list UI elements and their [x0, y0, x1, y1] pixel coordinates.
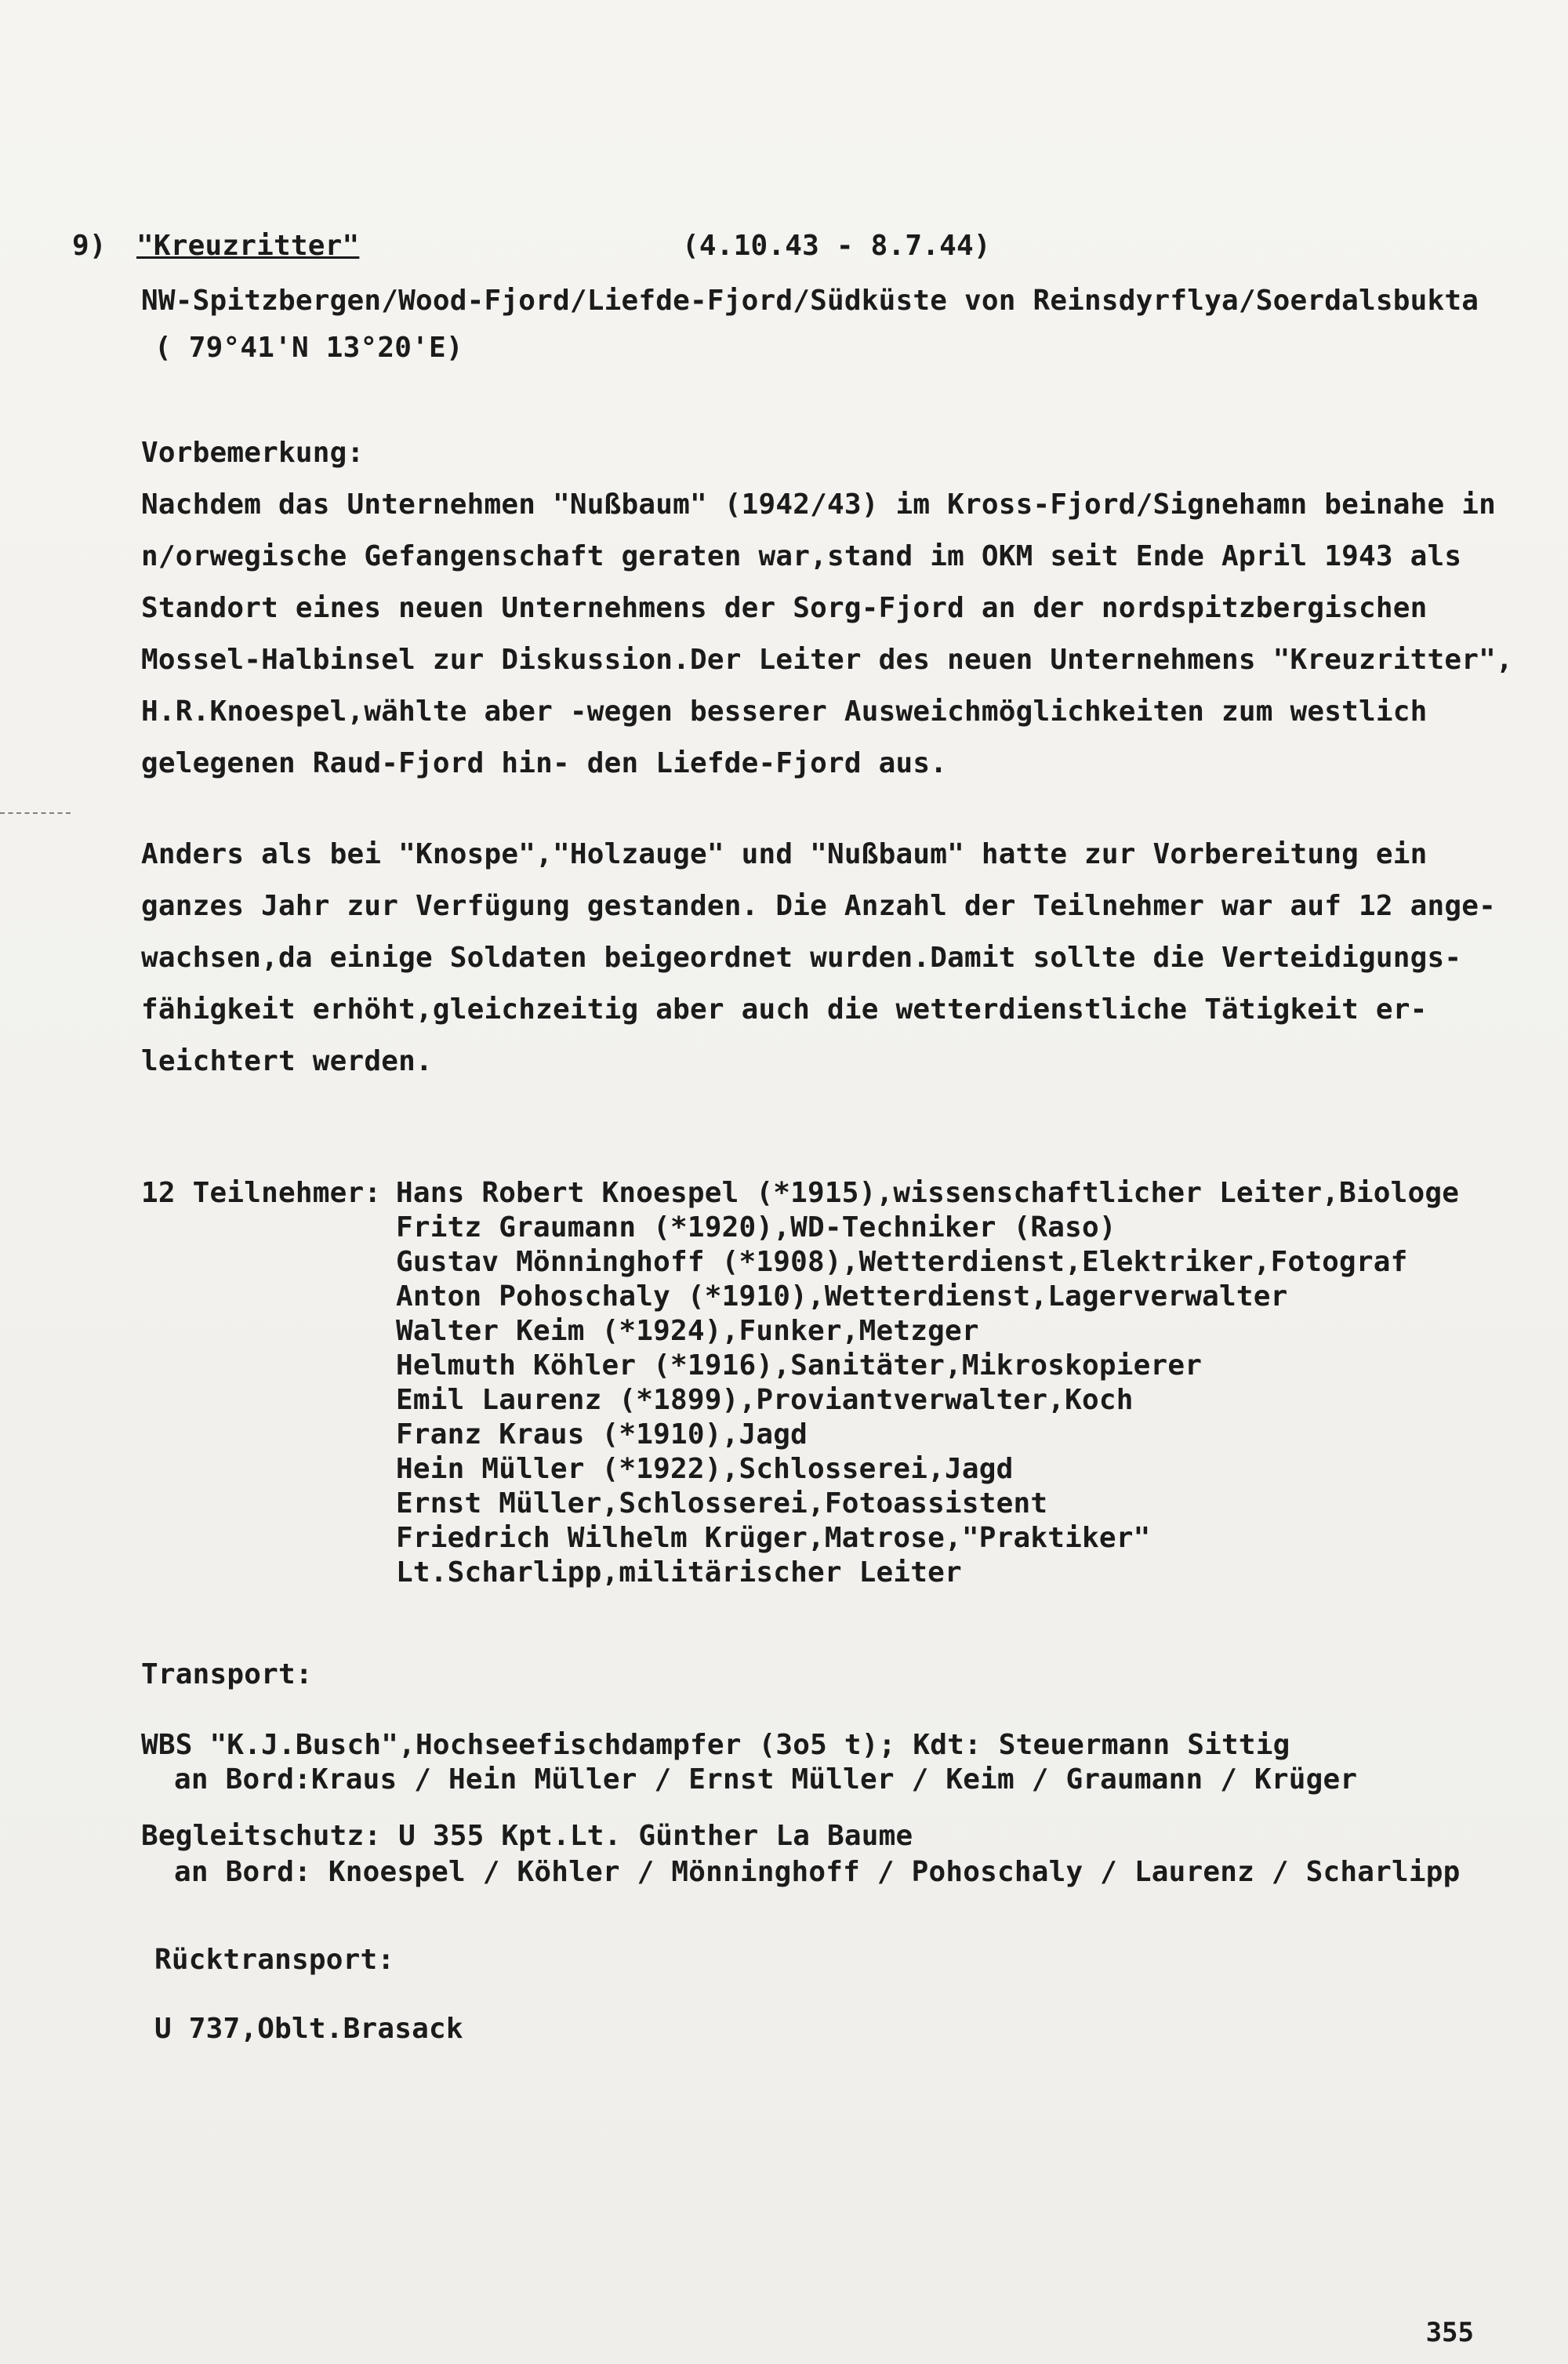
vorbemerkung-line: H.R.Knoespel,wählte aber -wegen besserer Ausweichmöglichkeiten zum westlich	[141, 695, 1428, 728]
teilnehmer-item: Friedrich Wilhelm Krüger,Matrose,"Praktiker"	[396, 1522, 1151, 1554]
vorbemerkung-line: Nachdem das Unternehmen "Nußbaum" (1942/43) im Kross-Fjord/Signehamn beinahe in	[141, 488, 1497, 521]
teilnehmer-item: Helmuth Köhler (*1916),Sanitäter,Mikroskopierer	[396, 1349, 1203, 1382]
ruecktransport-heading: Rücktransport:	[154, 1944, 395, 1976]
vorbemerkung-line: n/orwegische Gefangenschaft geraten war,stand im OKM seit Ende April 1943 als	[141, 540, 1462, 572]
vorbemerkung-line: leichtert werden.	[141, 1045, 433, 1077]
section-number: 9)	[72, 230, 107, 262]
vorbemerkung-line: Standort eines neuen Unternehmens der Sorg-Fjord an der nordspitzbergischen	[141, 592, 1428, 624]
escort-line: Begleitschutz: U 355 Kpt.Lt. Günther La Baume	[141, 1820, 913, 1852]
page-number: 355	[1425, 2317, 1474, 2348]
transport-wbs-line: WBS "K.J.Busch",Hochseefischdampfer (3o5 t); Kdt: Steuermann Sittig	[141, 1729, 1290, 1761]
vorbemerkung-line: wachsen,da einige Soldaten beigeordnet wurden.Damit sollte die Verteidigungs-	[141, 942, 1462, 974]
margin-mark	[0, 812, 71, 814]
teilnehmer-item: Hein Müller (*1922),Schlosserei,Jagd	[396, 1453, 1014, 1485]
transport-heading: Transport:	[141, 1658, 313, 1690]
escort-onboard: an Bord: Knoespel / Köhler / Mönninghoff / Pohoschaly / Laurenz / Scharlipp	[174, 1856, 1461, 1888]
teilnehmer-item: Ernst Müller,Schlosserei,Fotoassistent	[396, 1487, 1048, 1520]
teilnehmer-item: Franz Kraus (*1910),Jagd	[396, 1418, 808, 1451]
vorbemerkung-line: Mossel-Halbinsel zur Diskussion.Der Leiter des neuen Unternehmens "Kreuzritter",	[141, 644, 1513, 676]
teilnehmer-item: Gustav Mönninghoff (*1908),Wetterdienst,Elektriker,Fotograf	[396, 1246, 1408, 1278]
ruecktransport-line: U 737,Oblt.Brasack	[154, 2013, 463, 2045]
vorbemerkung-line: gelegenen Raud-Fjord hin- den Liefde-Fjord aus.	[141, 747, 948, 779]
section-dates: (4.10.43 - 8.7.44)	[682, 230, 991, 262]
teilnehmer-item: Lt.Scharlipp,militärischer Leiter	[396, 1556, 962, 1589]
teilnehmer-item: Fritz Graumann (*1920),WD-Techniker (Raso)	[396, 1211, 1116, 1244]
location-line: NW-Spitzbergen/Wood-Fjord/Liefde-Fjord/Südküste von Reinsdyrflya/Soerdalsbukta	[141, 285, 1479, 317]
teilnehmer-item: Emil Laurenz (*1899),Proviantverwalter,Koch	[396, 1384, 1134, 1416]
vorbemerkung-line: ganzes Jahr zur Verfügung gestanden. Die Anzahl der Teilnehmer war auf 12 ange-	[141, 890, 1497, 922]
teilnehmer-item: Hans Robert Knoespel (*1915),wissenschaftlicher Leiter,Biologe	[396, 1177, 1460, 1209]
vorbemerkung-line: fähigkeit erhöht,gleichzeitig aber auch die wetterdienstliche Tätigkeit er-	[141, 993, 1428, 1026]
section-name: "Kreuzritter"	[136, 230, 360, 262]
teilnehmer-label: 12 Teilnehmer:	[141, 1177, 382, 1209]
vorbemerkung-heading: Vorbemerkung:	[141, 437, 365, 469]
teilnehmer-item: Walter Keim (*1924),Funker,Metzger	[396, 1315, 979, 1347]
vorbemerkung-line: Anders als bei "Knospe","Holzauge" und "Nußbaum" hatte zur Vorbereitung ein	[141, 838, 1428, 870]
coords-line: ( 79°41'N 13°20'E)	[154, 332, 463, 364]
teilnehmer-item: Anton Pohoschaly (*1910),Wetterdienst,Lagerverwalter	[396, 1280, 1288, 1313]
transport-wbs-onboard: an Bord:Kraus / Hein Müller / Ernst Müller / Keim / Graumann / Krüger	[174, 1763, 1358, 1796]
